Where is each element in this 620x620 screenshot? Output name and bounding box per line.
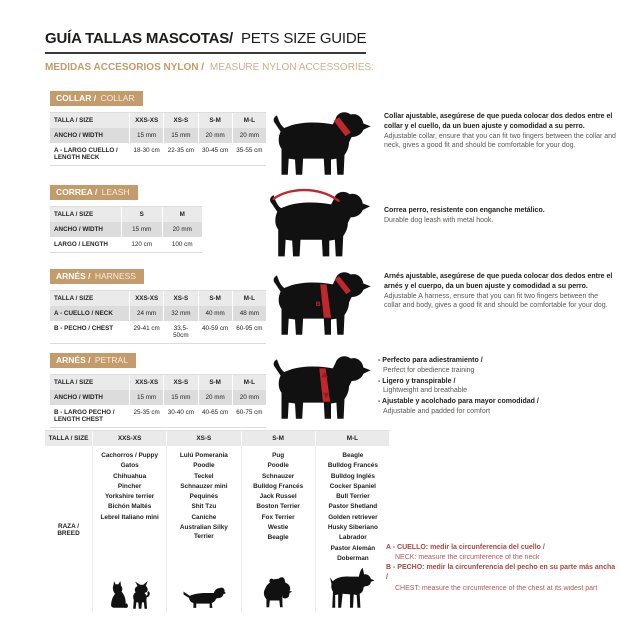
leash-badge-es: CORREA / [56,187,98,197]
harness-dog-illustration [268,270,378,347]
doberman-silhouette-icon [330,567,376,610]
breed-item: Pastor Shetland [328,503,378,511]
leash-description [384,206,616,226]
table-cell: 15 mm [130,128,164,143]
dog-petral-icon [268,354,376,426]
breed-list [318,451,388,563]
breed-item: Poodle [193,462,215,470]
table-cell: ANCHO / WIDTH [50,390,130,405]
breed-header-s-m: S-M [242,431,316,446]
table-cell: 30-45 cm [199,143,233,165]
collar-marker-a-label: A [341,123,348,133]
table-cell: B - PECHO / CHEST [50,321,130,343]
table-row [50,128,266,143]
dog-collar-icon [268,110,376,182]
leash-desc-en: Durable dog leash with metal hook. [384,216,494,224]
breed-silhouettes [95,566,164,610]
table-cell: LARGO / LENGTH [50,237,122,252]
chihuahua-silhouette-icon [131,581,153,610]
petral-bullet [378,377,616,397]
petral-badge [50,353,136,368]
harness-desc-es: Arnés ajustable, asegúrese de que pueda colocar dos dedos entre el arnés y el cuerpo, da un buen ajuste y comodidad a su perro. [384,273,613,290]
table-cell: 40 mm [199,306,233,321]
breed-item: Chihuahua [113,472,147,480]
breed-col-xxs-xs [93,446,167,613]
table-row [50,143,266,165]
petral-description [378,356,616,418]
table-row [50,405,266,427]
table-row [50,113,266,128]
petral-bullet-es: - Ajustable y acolchado para mayor comodidad / [378,398,539,406]
table-cell: XXS-XS [130,375,164,390]
table-row [50,390,266,405]
harness-badge-en: HARNESS [94,271,136,281]
breed-header-size: TALLA / SIZE [45,431,93,446]
note-chest-es: B - PECHO: medir la circunferencia del pecho en su parte más ancha / [386,564,616,582]
measurement-notes [386,543,616,594]
breed-list [95,451,164,522]
table-cell: 60-95 cm [233,321,266,343]
table-row [50,375,266,390]
table-cell: XS-S [164,291,198,306]
breed-header-xs-s: XS-S [167,431,241,446]
breed-row-label: RAZA / BREED [45,446,93,613]
leash-dog-illustration [264,184,374,267]
breed-item: Doberman [337,554,369,562]
leash-desc-es: Correa perro, resistente con enganche metálico. [384,207,545,214]
leash-line-marker [274,190,339,201]
breed-item: Bulldog Francés [327,462,378,470]
table-row [50,237,202,252]
breed-item: Bull Terrier [336,493,370,501]
breed-item: Beagle [267,534,289,542]
collar-desc-en: Adjustable collar, ensure that you can fit two fingers between the collar and neck, gives a good fit and should be comfortable for your dog. [384,132,616,150]
petral-bullet-en: Perfect for obedience training [383,366,475,374]
leash-badge-en: LEASH [101,187,130,197]
table-cell: 24 mm [130,306,164,321]
table-cell: 33,5-50cm [164,321,198,343]
table-cell: M-L [233,291,266,306]
table-row [50,222,202,237]
table-cell: TALLA / SIZE [50,375,130,390]
collar-dog-illustration [268,110,378,187]
harness-size-table [50,290,266,344]
table-cell: 120 cm [122,237,163,252]
collar-description [384,112,616,151]
table-cell: 100 cm [163,237,203,252]
schnauzer-silhouette-icon [260,576,296,610]
table-cell: A - LARGO CUELLO / LENGTH NECK [50,143,130,165]
table-cell: ANCHO / WIDTH [50,222,122,237]
petral-badge-es: ARNÉS / [56,355,91,365]
table-cell: M-L [233,113,266,128]
breed-item: Schnauzer mini [180,482,228,490]
harness-desc-en: Adjustable A harness, ensure that you can fit two fingers between the collar and body, gives a good fit and should be comfortable for your dog. [384,292,608,310]
table-cell: A - CUELLO / NECK [50,306,130,321]
table-cell: 25-35 cm [130,405,164,427]
table-cell: XS-S [164,375,198,390]
table-cell: 40-59 cm [199,321,233,343]
petral-bullet-en: Adjustable and padded for comfort [383,407,491,415]
table-cell: B - LARGO PECHO / LENGTH CHEST [50,405,130,427]
breed-item: Cocker Spaniel [329,482,376,490]
note-neck [386,543,616,563]
breed-silhouettes [169,566,238,610]
breed-col-m-l [316,446,390,613]
harness-marker-a-label: A [343,284,349,292]
breed-item: Cachorros / Puppy [101,452,159,459]
page-subtitle [45,62,374,73]
breed-list [169,451,238,542]
breed-item: Lulú Pomerania [179,452,228,459]
table-row [50,321,266,343]
page-title [45,30,366,54]
table-cell: 22-35 cm [164,143,198,165]
table-cell: M [163,207,203,222]
table-cell: 20 mm [233,390,266,405]
table-cell: 20 mm [233,128,266,143]
table-cell: 18-30 cm [130,143,164,165]
section-petral [50,350,266,428]
note-neck-es: A - CUELLO: medir la circunferencia del cuello / [386,544,545,551]
table-cell: TALLA / SIZE [50,291,130,306]
collar-badge [50,91,143,106]
table-cell: S-M [199,113,233,128]
collar-badge-es: COLLAR / [56,93,97,103]
page-title-es: GUÍA TALLAS MASCOTAS/ [45,30,234,47]
table-cell: 20 mm [163,222,203,237]
section-harness [50,266,266,344]
breed-item: Gatos [120,462,139,470]
breed-item: Pastor Alemán [330,544,376,552]
table-cell: 40-65 cm [199,405,233,427]
breed-item: Yorkshire terrier [104,493,155,501]
breed-col-xs-s [167,446,241,613]
table-row [50,207,202,222]
table-cell: 48 mm [233,306,266,321]
breed-item: Poodle [267,462,289,470]
breed-item: Boston Terrier [256,503,300,511]
dog-leash-icon [264,184,376,262]
collar-desc-es: Collar ajustable, asegúrese de que pueda colocar dos dedos entre el collar y el cuello, da un buen ajuste y comodidad a su perro. [384,113,613,130]
table-cell: 15 mm [164,390,198,405]
breed-table [45,430,390,613]
petral-size-table [50,374,266,428]
table-cell: 15 mm [130,390,164,405]
table-cell: M-L [233,375,266,390]
breed-item: Pincher [117,482,142,490]
breed-item: Australian Silky Terrier [179,523,228,541]
harness-marker-b-label: B [315,301,321,308]
table-row [50,291,266,306]
table-cell: S [122,207,163,222]
table-cell: 35-55 cm [233,143,266,165]
petral-badge-en: PETRAL [94,355,128,365]
breed-item: Beagle [342,452,364,459]
breed-item: Bulldog Inglés [330,472,375,480]
note-chest [386,563,616,593]
harness-badge-es: ARNÉS / [56,271,91,281]
breed-item: Pug [272,452,285,459]
petral-bullet [378,356,616,376]
collar-badge-en: COLLAR [100,93,135,103]
petral-dog-illustration [268,354,378,431]
table-cell: S-M [199,375,233,390]
breed-item: Teckel [194,472,214,480]
table-row [50,306,266,321]
table-cell: S-M [199,291,233,306]
table-cell: XXS-XS [130,291,164,306]
breed-silhouettes [244,566,313,610]
breed-item: Labrador [339,534,367,542]
petral-bullet [378,397,616,417]
dachshund-silhouette-icon [182,586,226,610]
note-chest-en: CHEST: measure the circumference of the chest at its widest part [395,584,598,592]
table-cell: 15 mm [122,222,163,237]
breed-item: Caniche [191,513,217,521]
table-cell: 30-40 cm [164,405,198,427]
breed-item: Pequinés [189,493,219,501]
breed-silhouettes [318,566,388,610]
petral-bullet-en: Lightweight and breathable [383,387,468,395]
table-cell: TALLA / SIZE [50,207,122,222]
breed-item: Bichón Maltés [107,503,152,511]
table-cell: 60-75 cm [233,405,266,427]
breed-item: Fox Terrier [261,513,295,521]
breed-item: Husky Siberiano [327,523,378,531]
petral-bullet-es: - Ligero y transpirable / [378,377,456,385]
breed-item: Schnauzer [261,472,295,480]
leash-badge [50,185,138,200]
page-subtitle-en: MEASURE NYLON ACCESSORIES: [209,62,374,73]
section-leash [50,182,202,253]
table-cell: XXS-XS [130,113,164,128]
table-cell: TALLA / SIZE [50,113,130,128]
note-neck-en: NECK: measure the circumference of the neck [395,554,540,562]
page-title-en: PETS SIZE GUIDE [240,30,367,47]
harness-badge [50,269,144,284]
breed-item: Westie [267,523,289,531]
breed-item: Lebrel Italiano mini [100,513,159,521]
cat-silhouette-icon [107,580,128,610]
breed-item: Bulldog Francés [253,482,304,490]
page-subtitle-es: MEDIDAS ACCESORIOS NYLON / [45,62,205,73]
petral-bullet-es: - Perfecto para adiestramiento / [378,357,483,364]
table-cell: XS-S [164,113,198,128]
dog-harness-icon [268,270,376,342]
breed-item: Golden retriever [328,513,378,521]
table-cell: 20 mm [199,390,233,405]
harness-description [384,272,616,311]
breed-col-s-m [242,446,316,613]
breed-item: Jack Russel [259,493,297,501]
table-cell: 29-41 cm [130,321,164,343]
breed-list [244,451,313,543]
table-cell: 32 mm [164,306,198,321]
leash-size-table [50,206,202,253]
table-cell: 20 mm [199,128,233,143]
table-cell: ANCHO / WIDTH [50,128,130,143]
breed-header-xxs-xs: XXS-XS [93,431,167,446]
section-collar [50,88,266,166]
breed-header-m-l: M-L [316,431,390,446]
collar-size-table [50,112,266,166]
table-cell: 15 mm [164,128,198,143]
breed-item: Shit Tzu [191,503,217,511]
